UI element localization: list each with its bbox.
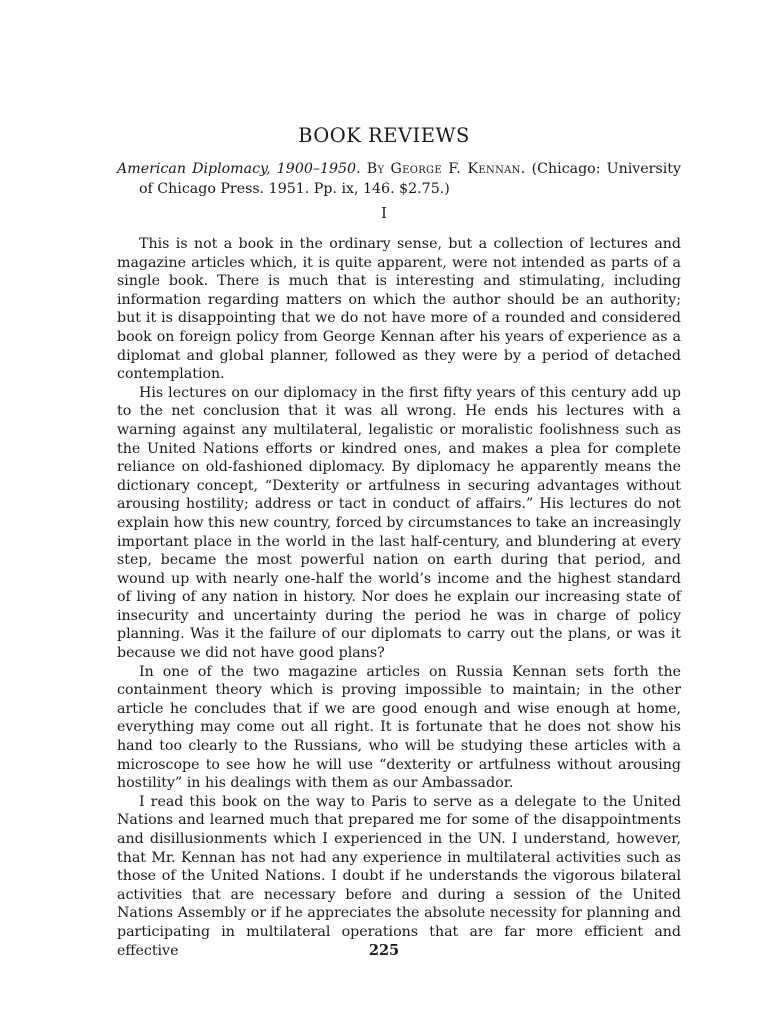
paragraph: I read this book on the way to Paris to serve as a delegate to the United Nations and learned much that prepared me for some of the disappointments and disillusionments which I experienced in the UN. I understand, however, that Mr. Kennan has not had any experience in multilateral activities such as those of the United Nations. I doubt if he understands the vigorous bilateral activities that are necessary before and during a session of the United Nations Assembly or if he appreciates the absolute necessity for planning and participating in multilateral operations that are far more efficient and effective	[117, 793, 681, 959]
page-number: 225	[368, 942, 400, 959]
paragraph: His lectures on our diplomacy in the first fifty years of this century add up to the net conclusion that it was all wrong. He ends his lectures with a warning against any multilateral, legalistic or moralistic foolishness such as the United Nations efforts or kindred ones, and makes a plea for complete reliance on old-fashioned diplomacy. By diplomacy he apparently means the dictionary concept, “Dexterity or artfulness in securing advantages without arousing hostility; address or tact in conduct of affairs.” His lectures do not explain how this new country, forced by circumstances to take an increasingly important place in the world in the last half-century, and blundering at every step, became the most powerful nation on earth during that period, and wound up with nearly one-half the world’s income and the highest standard of living of any nation in history. Nor does he explain our increasing state of insecurity and uncertainty during the period he was in charge of policy planning. Was it the failure of our diplomats to carry out the plans, or was it because we did not have good plans?	[117, 384, 681, 662]
book-author: George F. Kennan.	[390, 161, 526, 177]
section-number: I	[381, 206, 387, 222]
review-body	[117, 235, 681, 960]
paragraph: This is not a book in the ordinary sense, but a collection of lectures and magazine articles which, it is quite apparent, were not intended as parts of a single book. There is much that is interesting and stimulating, including information regarding matters on which the author should be an authority; but it is disappointing that we do not have more of a rounded and considered book on foreign policy from George Kennan after his years of experience as a diplomat and global planner, followed as they were by a period of detached contemplation.	[117, 236, 681, 383]
paragraph: In one of the two magazine articles on Russia Kennan sets forth the containment theory which is proving impossible to maintain; in the other article he concludes that if we are good enough and wise enough at home, everything may come out all right. It is fortunate that he does not show his hand too clearly to the Russians, who will be studying these articles with a microscope to see how he will use “dexterity or artfulness without arousing hostility” in his dealings with them as our Ambassador.	[117, 663, 681, 792]
page-heading: BOOK REVIEWS	[298, 124, 470, 147]
publication-details: (Chicago: University of Chicago Press. 1951. Pp. ix, 146. $2.75.)	[139, 161, 681, 197]
book-citation	[117, 160, 681, 199]
book-title: American Diplomacy, 1900–1950.	[117, 161, 361, 177]
citation-by: By	[366, 161, 385, 177]
